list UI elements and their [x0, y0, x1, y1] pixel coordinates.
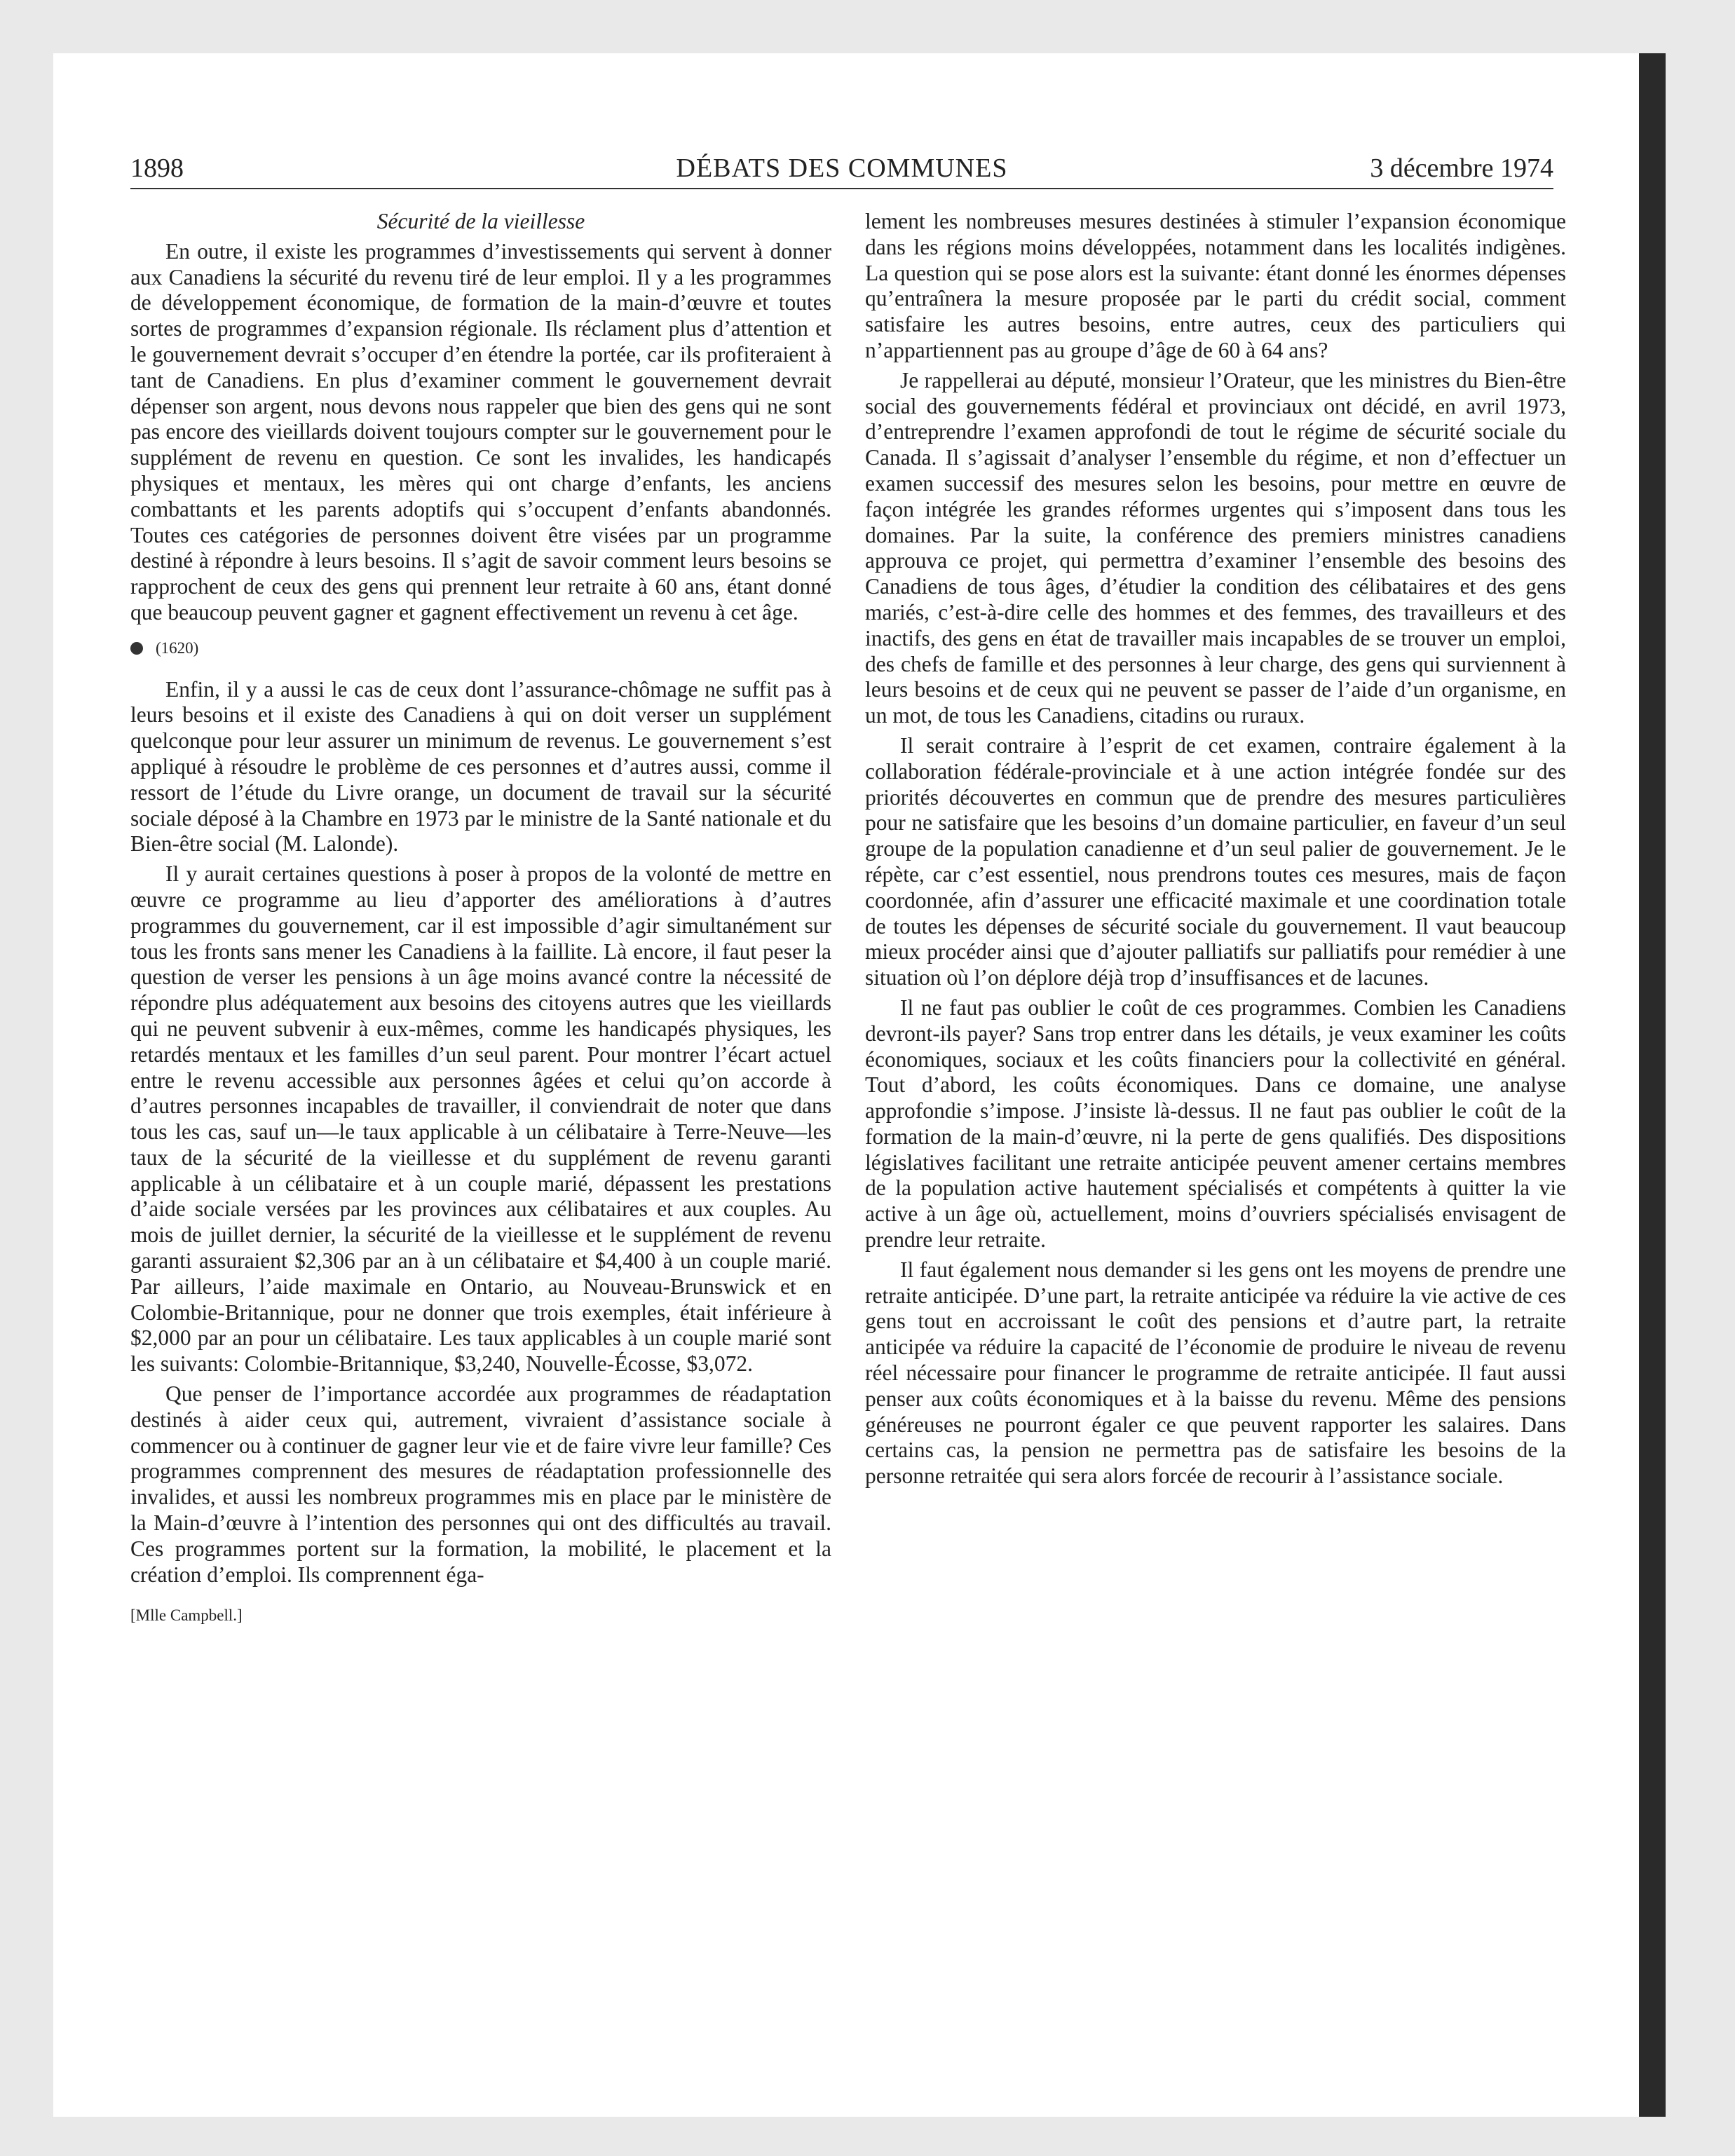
scan-edge-bar: [1639, 53, 1666, 2117]
left-column: [130, 209, 831, 1629]
paragraph: Il y aurait certaines questions à poser à propos de la volonté de mettre en œuvre ce programme au lieu d’apporter des améliorations à d’autres programmes du gouvernement, car il est impossible d’agir simultanément sur tous les fronts sans mener les Canadiens à la faillite. Là encore, il faut peser la question de verser les pensions à un âge moins avancé contre la nécessité de répondre plus adéquatement aux besoins des citoyens autres que les vieillards qui ne peuvent subvenir à eux-mêmes, comme les handicapés physiques, les retardés mentaux et les familles d’un seul parent. Pour montrer l’écart actuel entre le revenu accessible aux personnes âgées et celui qu’on accorde à d’autres personnes incapables de travailler, il conviendrait de noter que dans tous les cas, sauf un—le taux applicable à un célibataire à Terre-Neuve—les taux de la sécurité de la vieillesse et du supplément de revenu garanti applicable à un célibataire et à un couple marié, dépassent les prestations d’aide sociale versées par les provinces aux célibataires et aux couples. Au mois de juillet dernier, la sécurité de la vieillesse et le supplément de revenu garanti assuraient $2,306 par an à un célibataire et $4,400 à un couple marié. Par ailleurs, l’aide maximale en Ontario, au Nouveau-Brunswick et en Colombie-Britannique, pour ne donner que trois exemples, était inférieure à $2,000 par an pour un célibataire. Les taux applicables à un couple marié sont les suivants: Colombie-Britannique, $3,240, Nouvelle-Écosse, $3,072.: [130, 861, 831, 1377]
paragraph: En outre, il existe les programmes d’investissements qui servent à donner aux Canadiens la sécurité du revenu tiré de leur emploi. Il y a les programmes de développement économique, de formation de la main-d’œuvre et toutes sortes de programmes d’expansion régionale. Ils réclament plus d’attention et le gouvernement devrait s’occuper d’en étendre la portée, car ils profiteraient à tant de Canadiens. En plus d’examiner comment le gouvernement devrait dépenser son argent, nous devons nous rappeler que bien des gens qui ne sont pas encore des vieillards doivent toujours compter sur le gouvernement pour le supplément de revenu en question. Ce sont les invalides, les handicapés physiques et mentaux, les mères qui ont charge d’enfants, les anciens combattants et les parents adoptifs qui s’occupent d’enfants abandonnés. Toutes ces catégories de personnes doivent être visées par un programme destiné à répondre à leurs besoins. Il s’agit de savoir comment leurs besoins se rapprochent de ceux des gens qui prennent leur retraite à 60 ans, étant donné que beaucoup peuvent gagner et gagnent effectivement un revenu à cet âge.: [130, 238, 831, 625]
issue-date: 3 décembre 1974: [1370, 153, 1553, 183]
page-number: 1898: [130, 153, 184, 183]
paragraph: Je rappellerai au député, monsieur l’Orateur, que les ministres du Bien-être social des gouvernements fédéral et provinciaux ont décidé, en avril 1973, d’entreprendre l’examen approfondi de tout le régime de sécurité sociale du Canada. Il s’agissait d’analyser l’ensemble du régime, et non d’effectuer un examen successif des mesures selon les besoins, pour mettre en œuvre de façon intégrée les grandes réformes urgentes qui s’imposent dans tous les domaines. Par la suite, la conférence des premiers ministres canadiens approuva ce projet, qui permettra d’examiner l’ensemble des besoins des Canadiens de tous âges, d’étudier la condition des célibataires et des gens mariés, c’est-à-dire celle des hommes et des femmes, des travailleurs et des inactifs, des gens en état de travailler mais incapables de se trouver un emploi, des chefs de famille et des personnes à leur charge, des gens qui surviennent à leurs besoins et de ceux qui ne peuvent se passer de l’aide d’un organisme, en un mot, de tous les Canadiens, citadins ou ruraux.: [865, 367, 1566, 728]
paragraph: Il faut également nous demander si les gens ont les moyens de prendre une retraite anticipée. D’une part, la retraite anticipée va réduire la vie active de ces gens tout en accroissant le coût des pensions et d’autre part, la retraite anticipée va réduire la capacité de l’économie de produire le niveau de revenu réel nécessaire pour financer le programme de retraite anticipée. Il faut aussi penser aux coûts économiques et à la baisse du revenu. Même des pensions généreuses ne pourront égaler ce que peuvent rapporter les salaires. Dans certains cas, la pension ne permettra pas de satisfaire les besoins de la personne retraitée qui sera alors forcée de recourir à l’assistance sociale.: [865, 1257, 1566, 1489]
publication-title: DÉBATS DES COMMUNES: [676, 153, 1008, 183]
section-subhead: Sécurité de la vieillesse: [376, 209, 585, 233]
time-marker-label: (1620): [156, 639, 199, 657]
paragraph: Enfin, il y a aussi le cas de ceux dont l’assurance-chômage ne suffit pas à leurs besoins et il existe des Canadiens à qui on doit verser un supplément quelconque pour leur assurer un minimum de revenus. Le gouvernement s’est appliqué à résoudre le problème de ces personnes et d’autres aussi, comme il ressort de l’étude du Livre orange, un document de travail sur la sécurité sociale déposé à la Chambre en 1973 par le ministre de la Santé nationale et du Bien-être social (M. Lalonde).: [130, 676, 831, 857]
speaker-attribution: [Mlle Campbell.]: [130, 1606, 243, 1625]
paragraph: Que penser de l’importance accordée aux programmes de réadaptation destinés à aider ceux qui, autrement, vivraient d’assistance sociale à commencer ou à continuer de gagner leur vie et de faire vivre leur famille? Ces programmes comprennent des mesures de réadaptation professionnelle des invalides, et aussi les nombreux programmes mis en place par le ministère de la Main-d’œuvre à l’intention des personnes qui ont des difficultés au travail. Ces programmes portent sur la formation, la mobilité, le placement et la création d’emploi. Ils comprennent éga-: [130, 1381, 831, 1587]
bullet-dot-icon: [130, 642, 143, 655]
right-column: [865, 209, 1566, 1489]
time-marker: [130, 636, 831, 662]
paragraph: Il ne faut pas oublier le coût de ces programmes. Combien les Canadiens devront-ils payer? Sans trop entrer dans les détails, je veux examiner les coûts économiques, sociaux et les coûts financiers pour la collectivité en général. Tout d’abord, les coûts économiques. Dans ce domaine, une analyse approfondie s’impose. J’insiste là-dessus. Il ne faut pas oublier le coût de la formation de la main-d’œuvre, ni la perte de gens qualifiés. Des dispositions législatives facilitant une retraite anticipée peuvent amener certains membres de la population active hautement spécialisés et compétents à quitter la vie active à un âge où, actuellement, moins d’ouvriers spécialisés envisagent de prendre leur retraite.: [865, 995, 1566, 1253]
paragraph: lement les nombreuses mesures destinées à stimuler l’expansion économique dans les régions moins développées, notamment dans les localités indigènes. La question qui se pose alors est la suivante: étant donné les énormes dépenses qu’entraînera la mesure proposée par le parti du crédit social, comment satisfaire les autres besoins, entre autres, ceux des particuliers qui n’appartiennent pas au groupe d’âge de 60 à 64 ans?: [865, 209, 1566, 362]
running-header: [130, 149, 1553, 189]
paragraph: Il serait contraire à l’esprit de cet examen, contraire également à la collaboration fédérale-provinciale et à une action intégrée fondée sur des priorités découvertes en commun que de prendre des mesures particulières pour ne satisfaire que les besoins d’un domaine particulier, en faveur d’un seul groupe de la population canadienne et d’un seul palier de gouvernement. Je le répète, car c’est essentiel, nous prendrons toutes ces mesures, mais de façon coordonnée, afin d’assurer une efficacité maximale et une coordination totale de toutes les dépenses de sécurité sociale du gouvernement. Il vaut beaucoup mieux procéder ainsi que d’ajouter palliatifs sur palliatifs pour remédier à une situation où l’on déplore déjà trop d’insuffisances et de lacunes.: [865, 732, 1566, 990]
